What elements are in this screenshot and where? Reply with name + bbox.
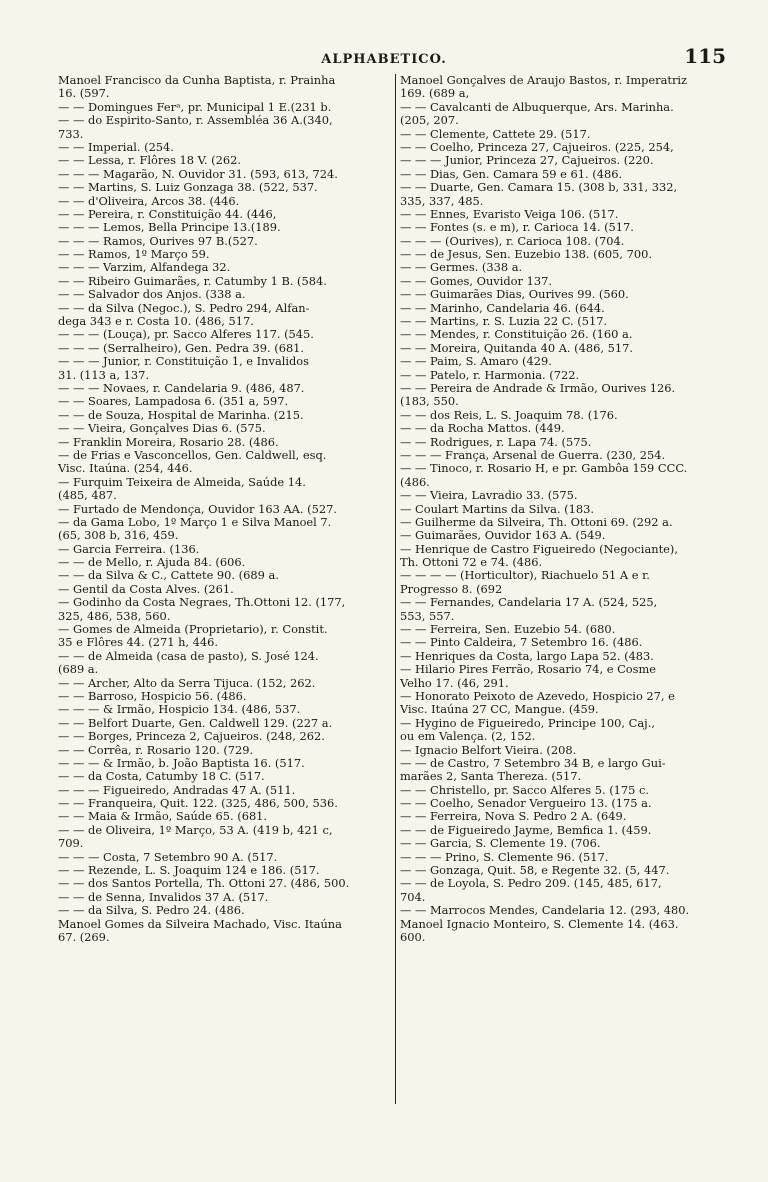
directory-entry-line: — Coulart Martins da Silva. (183. — [400, 501, 594, 516]
directory-entry-line: (205, 207. — [400, 113, 459, 128]
directory-entry-line: — Gentil da Costa Alves. (261. — [58, 581, 234, 596]
directory-entry-line: — — de Almeida (casa de pasto), S. José 124. — [58, 648, 319, 663]
directory-entry-line: — — da Rocha Mattos. (449. — [400, 421, 565, 436]
directory-entry-line: — — — Lemos, Bella Principe 13.(189. — [58, 220, 281, 235]
directory-entry-line: — — Lessa, r. Flôres 18 V. (262. — [58, 153, 241, 168]
directory-entry-line: — Gomes de Almeida (Proprietario), r. Constit. — [58, 622, 328, 637]
directory-entry-line: dega 343 e r. Costa 10. (486, 517. — [58, 314, 254, 329]
directory-entry-line: Progresso 8. (692 — [400, 581, 503, 596]
directory-entry-line: — — Ferreira, Sen. Euzebio 54. (680. — [400, 622, 616, 637]
directory-entry-line: — — Dias, Gen. Camara 59 e 61. (486. — [400, 166, 623, 181]
directory-entry-line: — — Garcia, S. Clemente 19. (706. — [400, 836, 601, 851]
directory-entry-line: — — Clemente, Cattete 29. (517. — [400, 126, 591, 141]
directory-entry-line: — — — Magarão, N. Ouvidor 31. (593, 613, 724. — [58, 166, 338, 181]
directory-entry-line: — Henrique de Castro Figueiredo (Negociante), — [400, 541, 678, 556]
directory-entry-line: 31. (113 a, 137. — [58, 367, 149, 382]
directory-entry-line: 733. — [58, 126, 84, 141]
directory-entry-line: — — Germes. (338 a. — [400, 260, 523, 275]
directory-entry-line: Visc. Itaúna 27 CC, Mangue. (459. — [400, 702, 599, 717]
directory-entry-line: (183, 550. — [400, 394, 459, 409]
directory-entry-line: — Furtado de Mendonça, Ouvidor 163 AA. (527. — [58, 501, 337, 516]
directory-entry-line: — — — Costa, 7 Setembro 90 A. (517. — [58, 849, 278, 864]
page-header — [0, 44, 768, 74]
directory-entry-line: Velho 17. (46, 291. — [400, 675, 509, 690]
directory-entry-line: — — — Novaes, r. Candelaria 9. (486, 487. — [58, 380, 305, 395]
directory-entry-line: — — Ribeiro Guimarães, r. Catumby 1 B. (584. — [58, 273, 327, 288]
directory-entry-line: — Honorato Peixoto de Azevedo, Hospicio 27, e — [400, 688, 675, 703]
directory-entry-line: — — Gonzaga, Quit. 58, e Regente 32. (5, 447. — [400, 863, 670, 878]
directory-entry-line: — — Guimarães Dias, Ourives 99. (560. — [400, 287, 629, 302]
directory-entry-line: — Garcia Ferreira. (136. — [58, 541, 200, 556]
directory-entry-line: — — Coelho, Princeza 27, Cajueiros. (225, 254, — [400, 139, 674, 154]
directory-entry-line: — — Belfort Duarte, Gen. Caldwell 129. (227 a. — [58, 715, 333, 730]
directory-entry-line: — — de Senna, Invalidos 37 A. (517. — [58, 889, 269, 904]
directory-entry-line: — — — Varzim, Alfandega 32. — [58, 260, 231, 275]
directory-entry-line: — — Martins, S. Luiz Gonzaga 38. (522, 537. — [58, 180, 318, 195]
directory-entry-line: — — Gomes, Ouvidor 137. — [400, 273, 552, 288]
directory-entry-line: — — Duarte, Gen. Camara 15. (308 b, 331, 332, — [400, 180, 678, 195]
directory-entry-line: — — Domingues Ferᵃ, pr. Municipal 1 E.(231 b. — [58, 99, 332, 114]
column-divider — [395, 74, 396, 1104]
directory-entry-line: — — Franqueira, Quit. 122. (325, 486, 500, 536. — [58, 796, 338, 811]
directory-entry-line: — — — & Irmão, Hospicio 134. (486, 537. — [58, 702, 301, 717]
directory-entry-line: (486. — [400, 474, 430, 489]
directory-entry-line: — Hygino de Figueiredo, Principe 100, Caj., — [400, 715, 655, 730]
directory-entry-line: Manoel Gomes da Silveira Machado, Visc. Itaúna — [58, 916, 342, 931]
directory-entry-line: — — Soares, Lampadosa 6. (351 a, 597. — [58, 394, 289, 409]
directory-entry-line: — — Tinoco, r. Rosario H, e pr. Gambôa 159 CCC. — [400, 461, 688, 476]
directory-entry-line: — — — França, Arsenal de Guerra. (230, 254. — [400, 447, 666, 462]
directory-entry-line: ou em Valença. (2, 152. — [400, 729, 536, 744]
directory-entry-line: — — Martins, r. S. Luzia 22 C. (517. — [400, 314, 608, 329]
directory-entry-line: — — Archer, Alto da Serra Tijuca. (152, 262. — [58, 675, 316, 690]
directory-entry-line: — Ignacio Belfort Vieira. (208. — [400, 742, 577, 757]
directory-entry-line: — — — & Irmão, b. João Baptista 16. (517. — [58, 755, 305, 770]
directory-entry-line: — — Vieira, Lavradio 33. (575. — [400, 488, 578, 503]
directory-entry-line: — — de Souza, Hospital de Marinha. (215. — [58, 407, 304, 422]
directory-entry-line: 169. (689 a, — [400, 86, 470, 101]
directory-entry-line: — — Borges, Princeza 2, Cajueiros. (248, 262. — [58, 729, 325, 744]
page-title: ALPHABETICO. — [321, 52, 447, 67]
directory-entry-line: — — Ramos, 1º Março 59. — [58, 247, 210, 262]
directory-entry-line: — — da Silva, S. Pedro 24. (486. — [58, 903, 245, 918]
directory-entry-line: 67. (269. — [58, 930, 110, 944]
directory-entry-line: 335, 337, 485. — [400, 193, 484, 208]
directory-entry-line: — — da Silva & C., Cattete 90. (689 a. — [58, 568, 279, 583]
directory-entry-line: — — Vieira, Gonçalves Dias 6. (575. — [58, 421, 266, 436]
directory-entry-line: — — Fontes (s. e m), r. Carioca 14. (517. — [400, 220, 634, 235]
directory-entry-line: (65, 308 b, 316, 459. — [58, 528, 179, 543]
directory-entry-line: — Godinho da Costa Negraes, Th.Ottoni 12. (177, — [58, 595, 346, 610]
directory-entry-line: — — Pinto Caldeira, 7 Setembro 16. (486. — [400, 635, 643, 650]
directory-entry-line: — Furquim Teixeira de Almeida, Saúde 14. — [58, 474, 306, 489]
directory-entry-line: 16. (597. — [58, 86, 110, 101]
left-column — [58, 74, 396, 944]
directory-entry-line: — — de Loyola, S. Pedro 209. (145, 485, 617, — [400, 876, 662, 891]
directory-entry-line: — — de Mello, r. Ajuda 84. (606. — [58, 555, 246, 570]
directory-entry-line: — Henriques da Costa, largo Lapa 52. (483. — [400, 648, 654, 663]
directory-entry-line: — — — — (Horticultor), Riachuelo 51 A e r. — [400, 568, 650, 583]
directory-entry-line: — — Fernandes, Candelaria 17 A. (524, 525, — [400, 595, 658, 610]
directory-entry-line: — — — (Serralheiro), Gen. Pedra 39. (681. — [58, 340, 305, 355]
directory-entry-line: Manoel Ignacio Monteiro, S. Clemente 14. (463. — [400, 916, 679, 931]
directory-entry-line: — — de Oliveira, 1º Março, 53 A. (419 b, 421 c, — [58, 822, 333, 837]
directory-entry-line: — — da Costa, Catumby 18 C. (517. — [58, 769, 265, 784]
page-number: 115 — [684, 44, 726, 68]
directory-entry-line: — — Coelho, Senador Vergueiro 13. (175 a. — [400, 796, 652, 811]
directory-entry-line: — — Ferreira, Nova S. Pedro 2 A. (649. — [400, 809, 627, 824]
directory-entry-line: Th. Ottoni 72 e 74. (486. — [400, 555, 543, 570]
directory-entry-line: — — Marinho, Candelaria 46. (644. — [400, 300, 605, 315]
directory-entry-line: — — — (Ourives), r. Carioca 108. (704. — [400, 233, 625, 248]
directory-entry-line: — — — Junior, r. Constituição 1, e Invalidos — [58, 354, 310, 369]
directory-entry-line: — — Barroso, Hospicio 56. (486. — [58, 688, 247, 703]
directory-entry-line: — — Corrêa, r. Rosario 120. (729. — [58, 742, 254, 757]
directory-entry-line: 325, 486, 538, 560. — [58, 608, 171, 623]
directory-entry-line: — Guilherme da Silveira, Th. Ottoni 69. (292 a. — [400, 514, 673, 529]
directory-entry-line: Manoel Francisco da Cunha Baptista, r. Prainha — [58, 74, 336, 87]
directory-entry-line: — Franklin Moreira, Rosario 28. (486. — [58, 434, 279, 449]
directory-entry-line: (485, 487. — [58, 488, 117, 503]
directory-entry-line: — — Marrocos Mendes, Candelaria 12. (293, 480. — [400, 903, 690, 918]
directory-entry-line: marães 2, Santa Thereza. (517. — [400, 769, 582, 784]
directory-entry-line: — — d'Oliveira, Arcos 38. (446. — [58, 193, 240, 208]
directory-entry-line: — Hilario Pires Ferrão, Rosario 74, e Cosme — [400, 662, 657, 677]
directory-entry-line: — — — Junior, Princeza 27, Cajueiros. (220. — [400, 153, 654, 168]
directory-entry-line: — — Pereira, r. Constituição 44. (446, — [58, 206, 277, 221]
directory-entry-line: — de Frias e Vasconcellos, Gen. Caldwell, esq. — [58, 447, 327, 462]
directory-entry-line: — — — Figueiredo, Andradas 47 A. (511. — [58, 782, 296, 797]
directory-entry-line: — da Gama Lobo, 1º Março 1 e Silva Manoel 7. — [58, 514, 332, 529]
directory-entry-line: — — Imperial. (254. — [58, 139, 174, 154]
directory-entry-line: — — de Castro, 7 Setembro 34 B, e largo Gui- — [400, 755, 666, 770]
directory-entry-line: — — Pereira de Andrade & Irmão, Ourives 126. — [400, 380, 676, 395]
directory-entry-line: — — — (Louça), pr. Sacco Alferes 117. (545. — [58, 327, 314, 342]
directory-entry-line: — — — Prino, S. Clemente 96. (517. — [400, 849, 609, 864]
right-column — [400, 74, 750, 944]
directory-entry-line: — — da Silva (Negoc.), S. Pedro 294, Alfan- — [58, 300, 310, 315]
directory-entry-line: — — Ennes, Evaristo Veiga 106. (517. — [400, 206, 619, 221]
directory-entry-line: — — — Ramos, Ourives 97 B.(527. — [58, 233, 258, 248]
directory-entry-line: — — dos Santos Portella, Th. Ottoni 27. (486, 500. — [58, 876, 350, 891]
directory-entry-line: — — de Figueiredo Jayme, Bemfica 1. (459. — [400, 822, 652, 837]
directory-entry-line: — — dos Reis, L. S. Joaquim 78. (176. — [400, 407, 618, 422]
directory-entry-line: — — do Espirito-Santo, r. Assembléa 36 A.(340, — [58, 113, 333, 128]
directory-entry-line: — — de Jesus, Sen. Euzebio 138. (605, 700. — [400, 247, 652, 262]
directory-entry-line: — — Maia & Irmão, Saúde 65. (681. — [58, 809, 268, 824]
directory-entry-line: 704. — [400, 889, 426, 904]
directory-entry-line: — — Salvador dos Anjos. (338 a. — [58, 287, 246, 302]
directory-entry-line: — — Rezende, L. S. Joaquim 124 e 186. (517. — [58, 863, 320, 878]
directory-entry-line: 600. — [400, 930, 426, 944]
directory-entry-line: — — Mendes, r. Constituição 26. (160 a. — [400, 327, 633, 342]
directory-entry-line: — — Moreira, Quitanda 40 A. (486, 517. — [400, 340, 633, 355]
directory-entry-line: — Guimarães, Ouvidor 163 A. (549. — [400, 528, 606, 543]
directory-entry-line: 709. — [58, 836, 84, 851]
directory-entry-line: 35 e Flôres 44. (271 h, 446. — [58, 635, 219, 650]
directory-entry-line: (689 a. — [58, 662, 99, 677]
directory-entry-line: — — Christello, pr. Sacco Alferes 5. (175 c. — [400, 782, 650, 797]
directory-entry-line: — — Patelo, r. Harmonia. (722. — [400, 367, 580, 382]
directory-entry-line: Visc. Itaúna. (254, 446. — [58, 461, 193, 476]
directory-entry-line: — — Paim, S. Amaro (429. — [400, 354, 552, 369]
directory-entry-line: — — Rodrigues, r. Lapa 74. (575. — [400, 434, 592, 449]
directory-entry-line: Manoel Gonçalves de Araujo Bastos, r. Imperatriz — [400, 74, 688, 87]
directory-entry-line: 553, 557. — [400, 608, 455, 623]
directory-entry-line: — — Cavalcanti de Albuquerque, Ars. Marinha. — [400, 99, 674, 114]
